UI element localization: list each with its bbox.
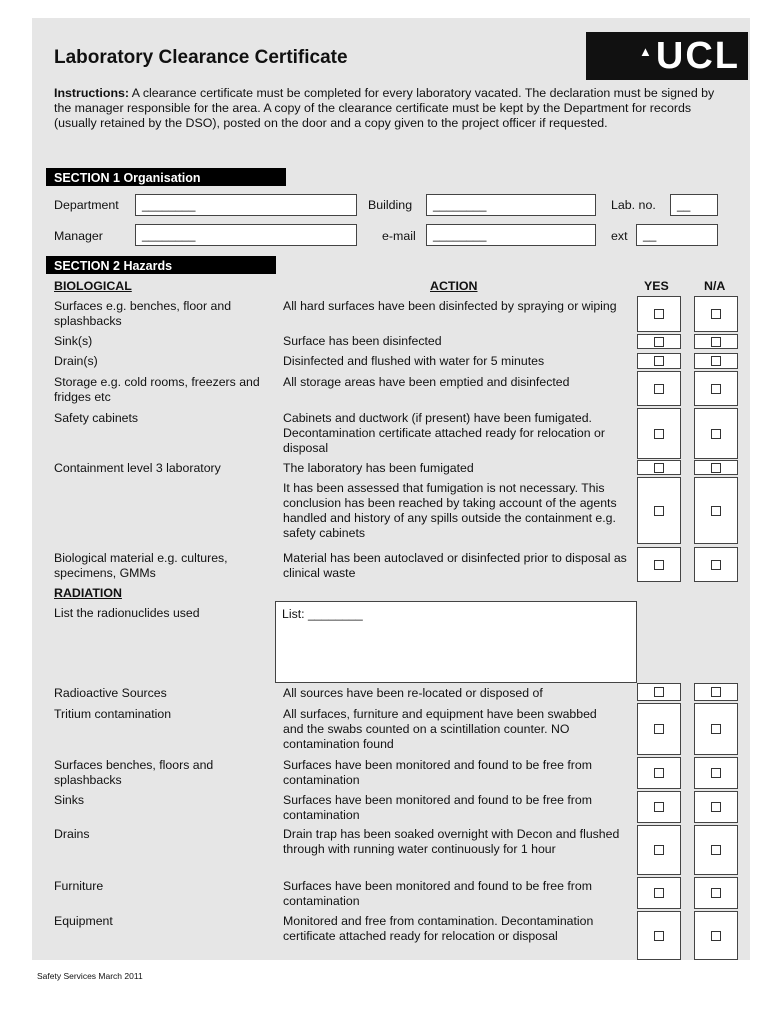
na-heading: N/A — [704, 279, 726, 293]
bio-item: Sink(s) — [54, 334, 93, 348]
certificate-page — [32, 18, 750, 960]
rad-na-checkbox[interactable] — [694, 791, 738, 823]
rad-na-checkbox[interactable] — [694, 757, 738, 789]
rad-action: All surfaces, furniture and equipment have been swabbed and the swabs counted on a scintillation counter. NO contamination found — [283, 707, 597, 751]
rad-yes-checkbox[interactable] — [637, 757, 681, 789]
bio-na-checkbox[interactable] — [694, 334, 738, 349]
labno-label: Lab. no. — [611, 198, 656, 212]
bio-action: All hard surfaces have been disinfected by spraying or wiping — [283, 299, 617, 313]
bio-action: All storage areas have been emptied and disinfected — [283, 375, 570, 389]
bio-item: Safety cabinets — [54, 411, 139, 425]
manager-field[interactable]: ________ — [135, 224, 357, 246]
section1-heading: SECTION 1 Organisation — [46, 168, 286, 186]
radiation-heading: RADIATION — [54, 586, 122, 600]
instructions — [54, 86, 724, 131]
bio-item: Biological material e.g. cultures, specimens, GMMs — [54, 551, 228, 580]
bio-yes-checkbox[interactable] — [637, 460, 681, 475]
bio-action: Surface has been disinfected — [283, 334, 442, 348]
bio-action: Cabinets and ductwork (if present) have been fumigated. Decontamination certificate attached ready for relocation or disposal — [283, 411, 605, 455]
radionuclides-label: List the radionuclides used — [54, 606, 200, 620]
rad-action: Drain trap has been soaked overnight with Decon and flushed through with running water continuously for 1 hour — [283, 827, 620, 856]
rad-item: Furniture — [54, 879, 104, 893]
building-field[interactable]: ________ — [426, 194, 596, 216]
radionuclides-list-field[interactable]: List: ________ — [275, 601, 637, 683]
rad-action: Surfaces have been monitored and found to be free from contamination — [283, 758, 592, 787]
email-field[interactable]: ________ — [426, 224, 596, 246]
rad-na-checkbox[interactable] — [694, 703, 738, 755]
rad-na-checkbox[interactable] — [694, 911, 738, 960]
bio-action: It has been assessed that fumigation is not necessary. This conclusion has been reached by taking account of the agents handled and history of any spills outside the containment e.g. safety cabinets — [283, 481, 617, 540]
rad-yes-checkbox[interactable] — [637, 825, 681, 875]
bio-action: Disinfected and flushed with water for 5 minutes — [283, 354, 545, 368]
bio-na-checkbox[interactable] — [694, 460, 738, 475]
department-label: Department — [54, 198, 119, 212]
bio-na-checkbox[interactable] — [694, 547, 738, 582]
biological-heading: BIOLOGICAL — [54, 279, 132, 293]
bio-yes-checkbox[interactable] — [637, 296, 681, 332]
bio-na-checkbox[interactable] — [694, 371, 738, 406]
department-field[interactable]: ________ — [135, 194, 357, 216]
crest-icon: ▲ — [639, 44, 652, 59]
bio-yes-checkbox[interactable] — [637, 371, 681, 406]
bio-yes-checkbox[interactable] — [637, 353, 681, 369]
building-label: Building — [368, 198, 413, 212]
rad-action: Monitored and free from contamination. Decontamination certificate attached ready for relocation or disposal — [283, 914, 594, 943]
rad-item: Tritium contamination — [54, 707, 172, 721]
rad-na-checkbox[interactable] — [694, 683, 738, 701]
ext-label: ext — [611, 229, 628, 243]
bio-na-checkbox[interactable] — [694, 296, 738, 332]
bio-item: Drain(s) — [54, 354, 98, 368]
rad-yes-checkbox[interactable] — [637, 877, 681, 909]
bio-yes-checkbox[interactable] — [637, 477, 681, 544]
rad-na-checkbox[interactable] — [694, 825, 738, 875]
bio-item: Surfaces e.g. benches, floor and splashbacks — [54, 299, 232, 328]
bio-yes-checkbox[interactable] — [637, 334, 681, 349]
footer-text: Safety Services March 2011 — [37, 971, 143, 981]
instructions-label: Instructions: — [54, 86, 130, 100]
rad-action: Surfaces have been monitored and found to be free from contamination — [283, 879, 592, 908]
rad-yes-checkbox[interactable] — [637, 791, 681, 823]
ucl-logo — [586, 32, 748, 80]
rad-item: Equipment — [54, 914, 113, 928]
rad-na-checkbox[interactable] — [694, 877, 738, 909]
bio-item: Containment level 3 laboratory — [54, 461, 221, 475]
labno-field[interactable]: __ — [670, 194, 718, 216]
rad-yes-checkbox[interactable] — [637, 703, 681, 755]
bio-na-checkbox[interactable] — [694, 353, 738, 369]
bio-na-checkbox[interactable] — [694, 408, 738, 459]
rad-yes-checkbox[interactable] — [637, 683, 681, 701]
bio-yes-checkbox[interactable] — [637, 408, 681, 459]
bio-yes-checkbox[interactable] — [637, 547, 681, 582]
rad-yes-checkbox[interactable] — [637, 911, 681, 960]
rad-action: Surfaces have been monitored and found to be free from contamination — [283, 793, 592, 822]
yes-heading: YES — [644, 279, 669, 293]
rad-item: Sinks — [54, 793, 85, 807]
rad-action: All sources have been re-located or disposed of — [283, 686, 543, 700]
ext-field[interactable]: __ — [636, 224, 718, 246]
section2-heading: SECTION 2 Hazards — [46, 256, 276, 274]
bio-action: Material has been autoclaved or disinfected prior to disposal as clinical waste — [283, 551, 627, 580]
email-label: e-mail — [382, 229, 416, 243]
bio-item: Storage e.g. cold rooms, freezers and fridges etc — [54, 375, 260, 404]
rad-item: Surfaces benches, floors and splashbacks — [54, 758, 214, 787]
rad-item: Drains — [54, 827, 90, 841]
bio-na-checkbox[interactable] — [694, 477, 738, 544]
instructions-text: A clearance certificate must be completed for every laboratory vacated. The declaration must be signed by the manager responsible for the area. A copy of the clearance certificate must be kept by the Department for records (usually retained by the DSO), posted on the door and a copy given to the project officer if requested. — [54, 86, 715, 130]
rad-item: Radioactive Sources — [54, 686, 167, 700]
manager-label: Manager — [54, 229, 103, 243]
page-title: Laboratory Clearance Certificate — [54, 47, 348, 68]
action-heading: ACTION — [430, 279, 478, 293]
bio-action: The laboratory has been fumigated — [283, 461, 474, 475]
logo-text: UCL — [655, 34, 740, 77]
